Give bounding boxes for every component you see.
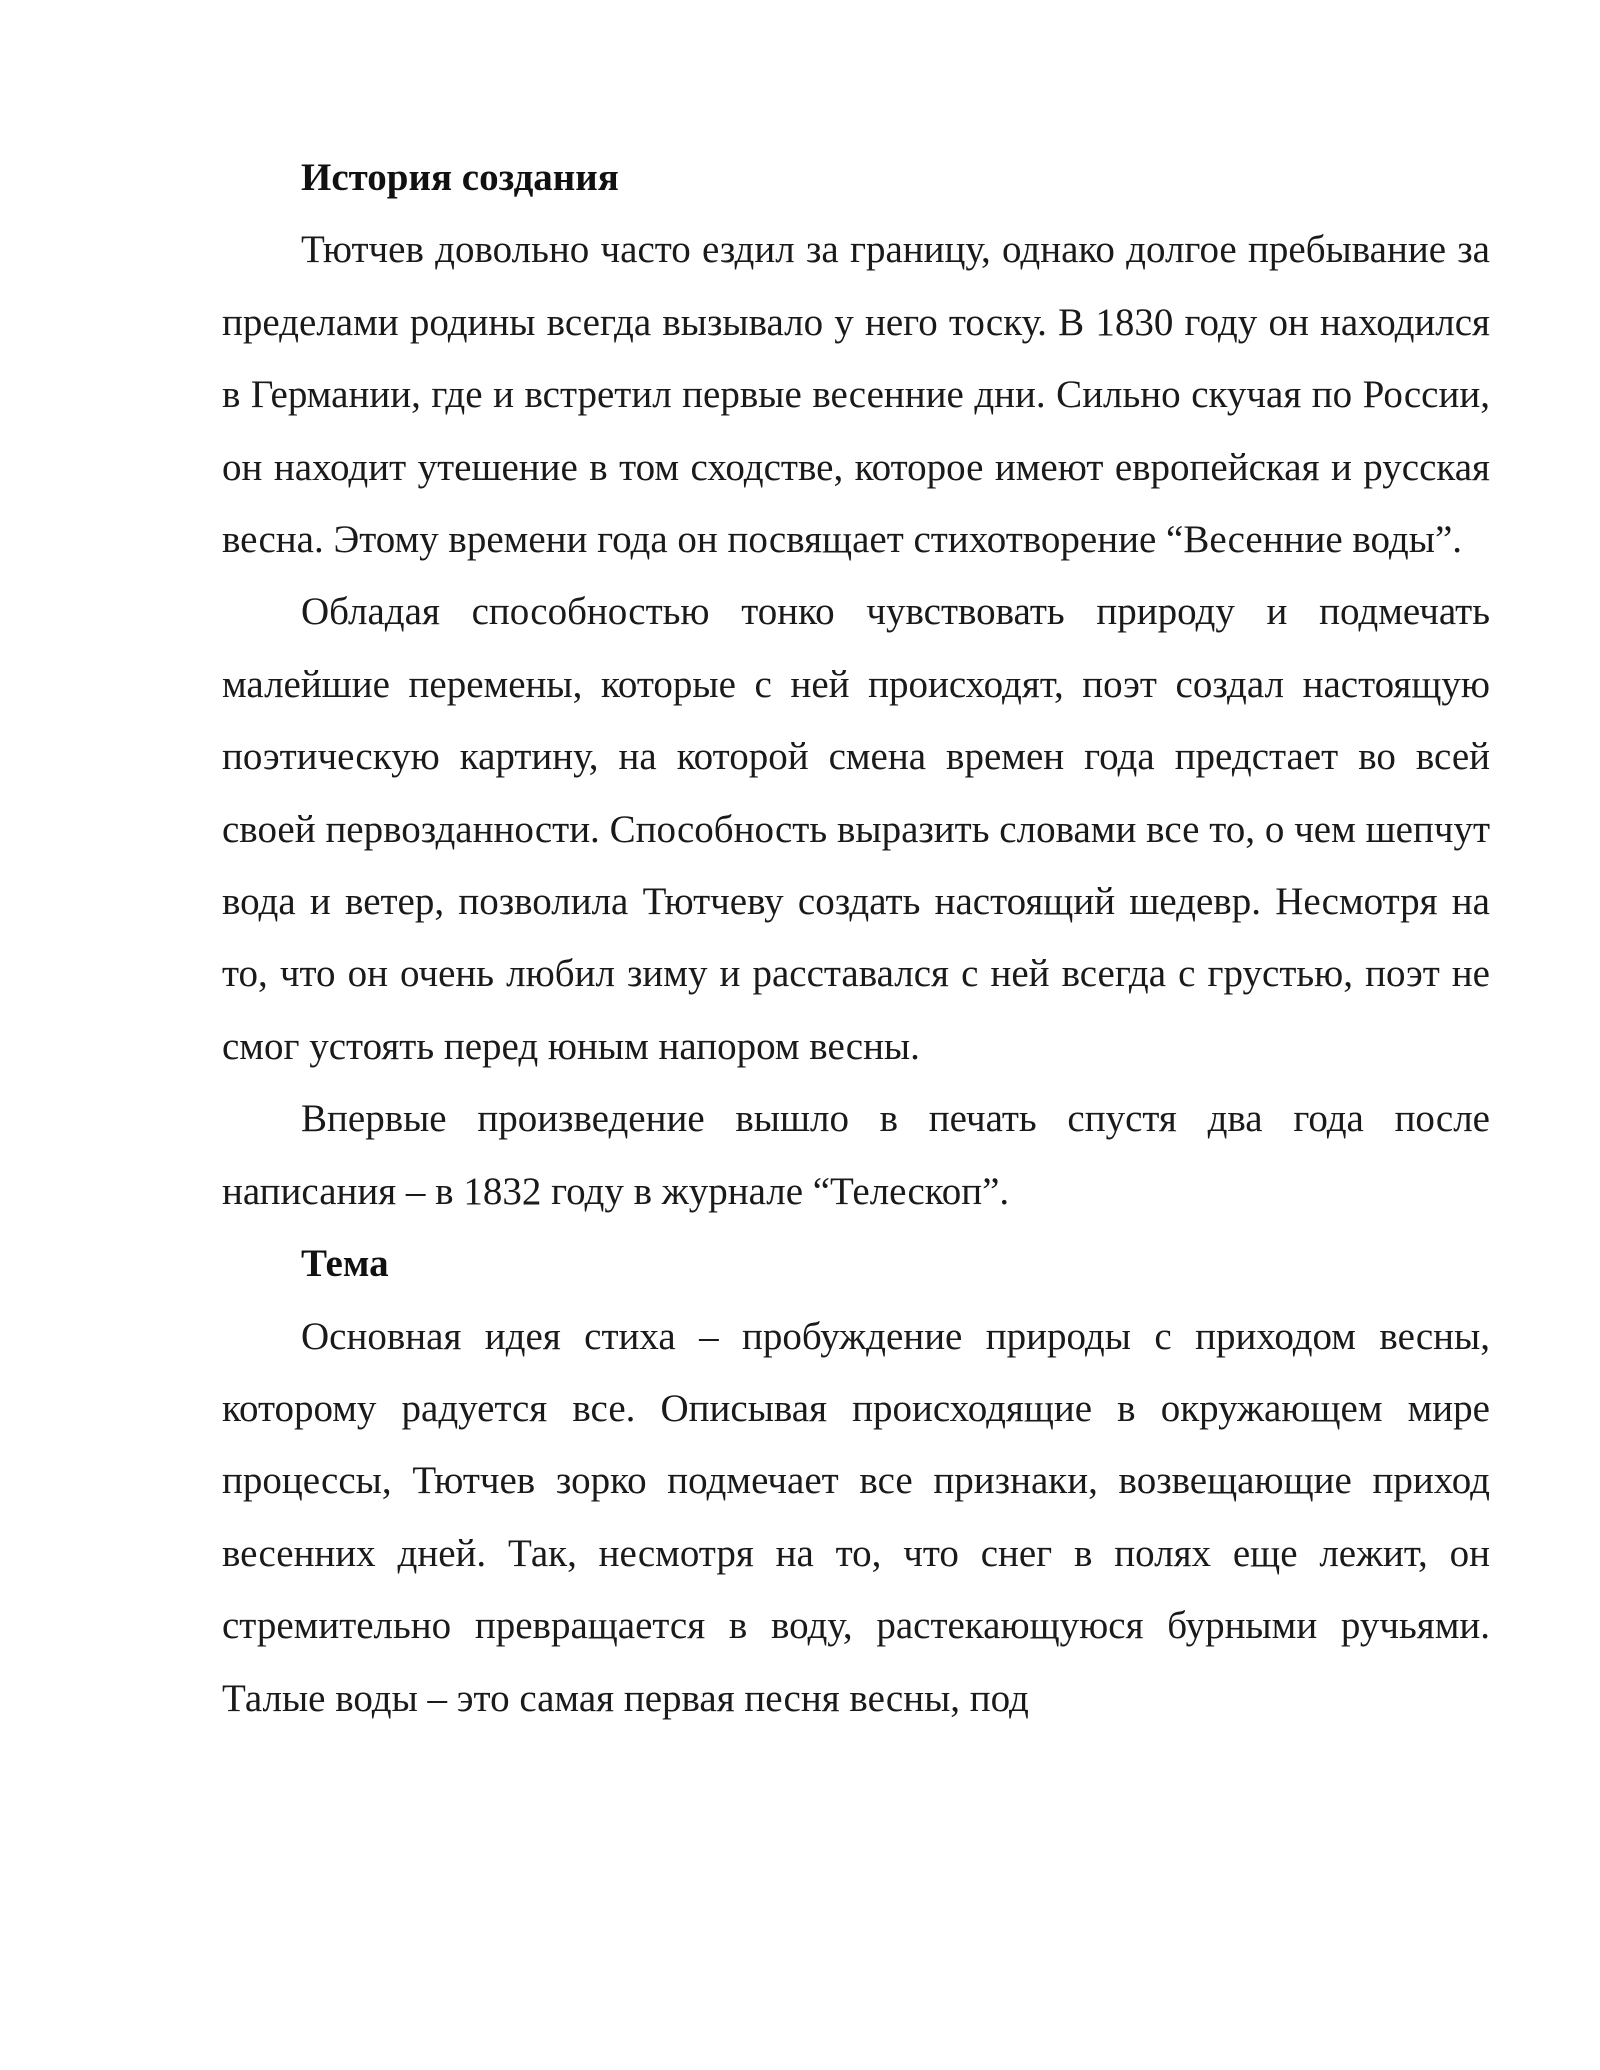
paragraph: Тютчев довольно часто ездил за границу, однако долгое пребывание за пределами родины всегда вызывало у него тоску. В 1830 году он находился в Германии, где и встретил первые весенние дни. Сильно скучая по России, он находит утешение в том сходстве, которое имеют европейская и русская весна. Этому времени года он посвящает стихотворение “Весенние воды”. xyxy=(222,228,1490,562)
paragraph: Обладая способностью тонко чувствовать природу и подмечать малейшие перемены, которые с ней происходят, поэт создал настоящую поэтическую картину, на которой смена времен года предстает во всей своей первозданности. Способность выразить словами все то, о чем шепчут вода и ветер, позволила Тютчеву создать настоящий шедевр. Несмотря на то, что он очень любил зиму и расставался с ней всегда с грустью, поэт не смог устоять перед юным напором весны. xyxy=(222,590,1490,1068)
paragraph: Впервые произведение вышло в печать спустя два года после написания – в 1832 году в журнале “Телескоп”. xyxy=(222,1097,1490,1213)
document-body xyxy=(222,142,1490,1735)
paragraph: Основная идея стиха – пробуждение природы с приходом весны, которому радуется все. Описывая происходящие в окружающем мире процессы, Тютчев зорко подмечает все признаки, возвещающие приход весенних дней. Так, несмотря на то, что снег в полях еще лежит, он стремительно превращается в воду, растекающуюся бурными ручьями. Талые воды – это самая первая песня весны, под xyxy=(222,1314,1490,1720)
section-heading-history: История создания xyxy=(301,156,619,199)
section-heading-theme: Тема xyxy=(301,1242,389,1286)
